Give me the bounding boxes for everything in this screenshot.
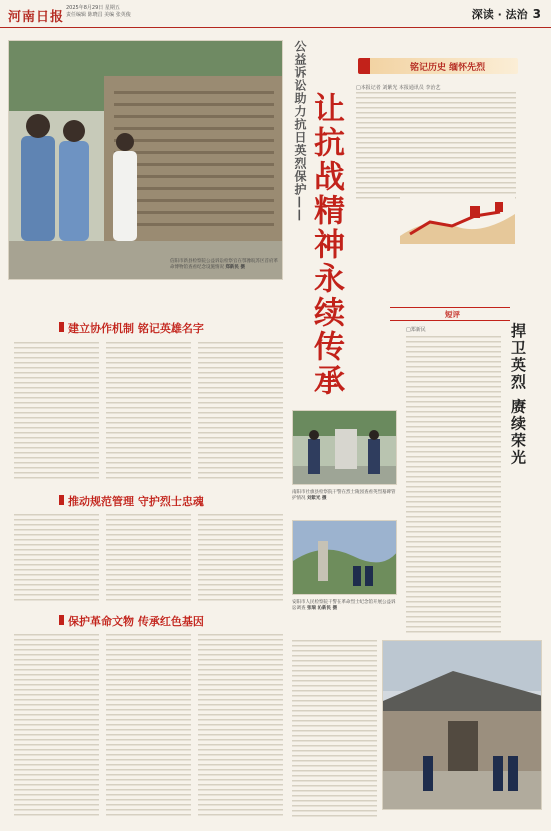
- section2-col1: [14, 514, 99, 604]
- commentary-byline: □郑新民: [406, 327, 426, 333]
- lower-photographer: 张瑞 沁新民 摄: [306, 606, 338, 611]
- courtyard-image: [383, 641, 542, 810]
- banner: [358, 58, 518, 74]
- section-title: [472, 6, 541, 22]
- date-line: 2025年8月29日 星期五: [66, 5, 120, 11]
- issue-meta: [66, 5, 131, 19]
- middle-caption-text: 南阳市社旗县检察院干警在烈士陵园查看英烈墓碑管护情况: [292, 490, 396, 501]
- feature-title: 让抗战精神永续传承: [308, 92, 344, 398]
- top-photographer: 郑新民 摄: [225, 265, 246, 270]
- commentary-tag-text: 短评: [445, 310, 460, 319]
- greatwall-image: [400, 196, 515, 244]
- section1-col2: [106, 342, 191, 482]
- section2-col3: [198, 514, 283, 604]
- section-name: 深读 · 法治: [471, 8, 528, 21]
- commentary-tag: [390, 307, 510, 321]
- lower-photo-caption: [292, 600, 397, 612]
- newspaper-logo: 河南日报: [8, 10, 65, 25]
- greatwall-graphic: [400, 196, 515, 244]
- commentary-title: 捍卫英烈 赓续荣光: [509, 323, 527, 467]
- intro-text-block: [356, 92, 516, 202]
- section-heading-1: 建立协作机制 铭记英雄名字: [68, 322, 204, 335]
- editor-line: 责任编辑 陈晓昌 美编 张英俊: [66, 12, 131, 18]
- top-photo-caption: [170, 259, 280, 271]
- bottom-right-photo: [382, 640, 542, 810]
- intro-byline: □本报记者 刘紫光 本报通讯员 李治艺: [356, 85, 441, 91]
- commentary-text: [406, 336, 501, 636]
- masthead: [0, 0, 551, 28]
- section1-col1: [14, 342, 99, 482]
- cemetery-image: [293, 411, 397, 485]
- section-heading-3: 保护革命文物 传承红色基因: [68, 615, 204, 628]
- middle-photographer: 刘紫光 摄: [306, 496, 327, 501]
- section3-col4: [292, 640, 377, 820]
- banner-text: 铭记历史 缅怀先烈: [410, 63, 486, 73]
- middle-photo-caption: [292, 490, 397, 502]
- top-caption-text: 信阳市新县检察院公益诉讼检察官在鄂豫皖苏区首府革命博物馆查看纪念设施情况: [170, 259, 278, 270]
- middle-photo: [292, 410, 397, 485]
- section2-col2: [106, 514, 191, 604]
- section3-col3: [198, 634, 283, 819]
- memorial-hall-image: [293, 521, 397, 595]
- section-heading-2: 推动规范管理 守护烈士忠魂: [68, 495, 204, 508]
- lower-photo: [292, 520, 397, 595]
- section1-col3: [198, 342, 283, 482]
- feature-kicker: 公益诉讼助力抗日英烈保护——: [293, 40, 307, 222]
- section3-col2: [106, 634, 191, 819]
- section3-col1: [14, 634, 99, 819]
- top-photo: [8, 40, 283, 280]
- memorial-wall-image: [9, 41, 283, 280]
- page-number: 3: [532, 7, 541, 21]
- lower-caption-text: 安阳市人民检察院干警在革命烈士纪念馆开展公益诉讼调查: [292, 600, 396, 611]
